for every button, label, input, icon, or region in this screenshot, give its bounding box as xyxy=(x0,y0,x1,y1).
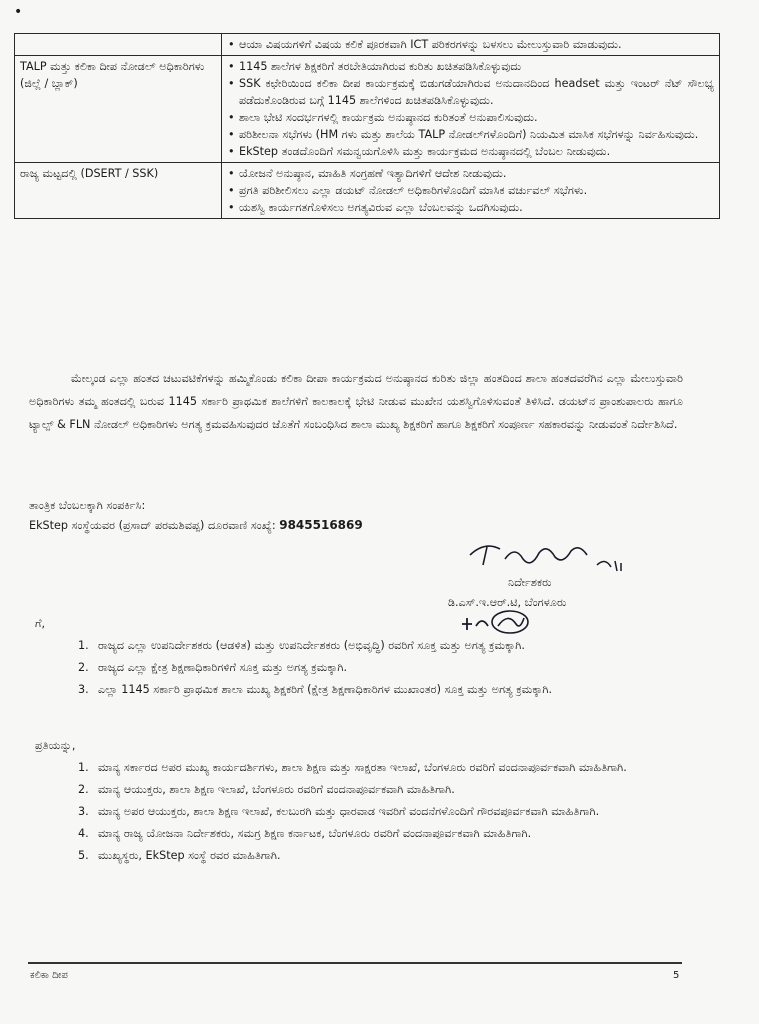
contact-heading: ತಾಂತ್ರಿಕ ಬೆಂಬಲಕ್ಕಾಗಿ ಸಂಪರ್ಕಿಸಿ: xyxy=(29,499,146,512)
list-item: • SSK ಕಛೇರಿಯಿಂದ ಕಲಿಕಾ ದೀಪ ಕಾರ್ಯಕ್ರಮಕ್ಕೆ ಬಿಡುಗಡೆಯಾಗಿರುವ ಅನುದಾನದಿಂದ headset ಮತ್ತು ಇಂಟರ್ ನೆಟ್ ಸೌಲಭ್ಯ ಪಡೆದುಕೊಂಡಿರುವ ಬಗ್ಗೆ 1145 ಶಾಲೆಗಳಿಂದ ಖಚಿತಪಡಿಸಿಕೊಳ್ಳುವುದು. xyxy=(227,75,714,109)
signatory-office: ಡಿ.ಎಸ್.ಇ.ಆರ್.ಟಿ, ಬೆಂಗಳೂರು xyxy=(448,596,567,609)
footer-title: ಕಲಿಕಾ ದೀಪ xyxy=(30,970,68,981)
list-item xyxy=(78,636,684,655)
responsibility-list xyxy=(227,58,714,160)
list-item xyxy=(78,758,684,777)
responsibility-cell xyxy=(222,56,720,163)
responsibility-table-body xyxy=(15,34,720,219)
list-number: 3. xyxy=(78,805,89,818)
list-number: 3. xyxy=(78,683,89,696)
list-item: • ಯಶಸ್ವಿ ಕಾರ್ಯಗತಗೊಳಿಸಲು ಅಗತ್ಯವಿರುವ ಎಲ್ಲಾ ಬೆಂಬಲವನ್ನು ಒದಗಿಸುವುದು. xyxy=(227,199,714,216)
list-item: • 1145 ಶಾಲೆಗಳ ಶಿಕ್ಷಕರಿಗೆ ತರಬೇತಿಯಾಗಿರುವ ಕುರಿತು ಖಚಿತಪಡಿಸಿಕೊಳ್ಳುವುದು xyxy=(227,58,714,75)
copy-recipients-list xyxy=(78,758,684,868)
responsible-party xyxy=(15,34,222,56)
list-item: • ಆಯಾ ವಿಷಯಗಳಿಗೆ ವಿಷಯ ಕಲಿಕೆ ಪೂರಕವಾಗಿ ICT ಪರಿಕರಗಳನ್ನು ಬಳಸಲು ಮೇಲುಸ್ತುವಾರಿ ಮಾಡುವುದು. xyxy=(227,36,714,53)
list-item: • ಪ್ರಗತಿ ಪರಿಶೀಲಿಸಲು ಎಲ್ಲಾ ಡಯಟ್ ನೋಡಲ್ ಅಧಿಕಾರಿಗಳೊಂದಿಗೆ ಮಾಸಿಕ ವರ್ಚುವಲ್ ಸಭೆಗಳು. xyxy=(227,182,714,199)
table-row xyxy=(15,56,720,163)
list-item xyxy=(78,780,684,799)
table-row xyxy=(15,34,720,56)
table-row xyxy=(15,163,720,219)
copy-label: ಪ್ರತಿಯನ್ನು, xyxy=(35,739,76,752)
contact-phone: 9845516869 xyxy=(279,518,363,532)
list-number: 2. xyxy=(78,661,89,674)
list-text: ಮುಖ್ಯಸ್ಥರು, EkStep ಸಂಸ್ಥೆ ರವರ ಮಾಹಿತಿಗಾಗಿ. xyxy=(98,849,281,862)
responsibility-cell xyxy=(222,163,720,219)
list-item xyxy=(78,680,684,699)
list-text: ಎಲ್ಲಾ 1145 ಸರ್ಕಾರಿ ಪ್ರಾಥಮಿಕ ಶಾಲಾ ಮುಖ್ಯ ಶಿಕ್ಷಕರಿಗೆ (ಕ್ಷೇತ್ರ ಶಿಕ್ಷಣಾಧಿಕಾರಿಗಳ ಮುಖಾಂತರ) ಸೂಕ್ತ ಮತ್ತು ಅಗತ್ಯ ಕ್ರಮಕ್ಕಾಗಿ. xyxy=(98,683,553,696)
list-text: ರಾಜ್ಯದ ಎಲ್ಲಾ ಕ್ಷೇತ್ರ ಶಿಕ್ಷಣಾಧಿಕಾರಿಗಳಿಗೆ ಸೂಕ್ತ ಮತ್ತು ಅಗತ್ಯ ಕ್ರಮಕ್ಕಾಗಿ. xyxy=(98,661,348,674)
responsibility-list xyxy=(227,165,714,216)
list-item xyxy=(78,802,684,821)
list-number: 2. xyxy=(78,783,89,796)
contact-text: EkStep ಸಂಸ್ಥೆಯವರ (ಪ್ರಸಾದ್ ಪರಮಶಿವಪ್ಪ) ದೂರವಾಣಿ ಸಂಖ್ಯೆ: xyxy=(29,519,276,532)
body-paragraph: ಮೇಲ್ಕಂಡ ಎಲ್ಲಾ ಹಂತದ ಚಟುವಟಿಕೆಗಳನ್ನು ಹಮ್ಮಿಕೊಂಡು ಕಲಿಕಾ ದೀಪಾ ಕಾರ್ಯಕ್ರಮದ ಅನುಷ್ಠಾನದ ಕುರಿತು ಜಿಲ್ಲಾ ಹಂತದಿಂದ ಶಾಲಾ ಹಂತದವರೆಗಿನ ಎಲ್ಲಾ ಮೇಲುಸ್ತುವಾರಿ ಅಧಿಕಾರಿಗಳು ತಮ್ಮ ಹಂತದಲ್ಲಿ ಬರುವ 1145 ಸರ್ಕಾರಿ ಪ್ರಾಥಮಿಕ ಶಾಲೆಗಳಿಗೆ ಕಾಲಕಾಲಕ್ಕೆ ಭೇಟಿ ನೀಡುವ ಮುಖೇನ ಯಶಸ್ವಿಗೊಳಿಸುವಂತೆ ತಿಳಿಸಿದೆ. ಡಯಟ್‌ನ ಪ್ರಾಂಶುಪಾಲರು ಹಾಗೂ ಟ್ಯಾಲ್ಪ್ & FLN ನೋಡಲ್ ಅಧಿಕಾರಿಗಳು ಅಗತ್ಯ ಕ್ರಮವಹಿಸುವುದರ ಜೊತೆಗೆ ಸಂಬಂಧಿಸಿದ ಶಾಲಾ ಮುಖ್ಯ ಶಿಕ್ಷಕರಿಗೆ ಹಾಗೂ ಶಿಕ್ಷಕರಿಗೆ ಸಂಪೂರ್ಣ ಸಹಕಾರವನ್ನು ನೀಡುವಂತೆ ನಿರ್ದೇಶಿಸಿದೆ. xyxy=(29,372,683,431)
list-item: • EkStep ತಂಡದೊಂದಿಗೆ ಸಮನ್ವಯಗೊಳಿಸಿ ಮತ್ತು ಕಾರ್ಯಕ್ರಮದ ಅನುಷ್ಠಾನದಲ್ಲಿ ಬೆಂಬಲ ನೀಡುವುದು. xyxy=(227,143,714,160)
initials-mark-icon xyxy=(458,608,538,636)
list-item xyxy=(78,846,684,865)
responsible-party: TALP ಮತ್ತು ಕಲಿಕಾ ದೀಪ ನೋಡಲ್ ಅಧಿಕಾರಿಗಳು (ಜಿಲ್ಲೆ / ಬ್ಲಾಕ್) xyxy=(15,56,222,163)
to-label: ಗೆ, xyxy=(35,617,46,630)
list-item: • ಶಾಲಾ ಭೇಟಿ ಸಂದರ್ಭಗಳಲ್ಲಿ ಕಾರ್ಯಕ್ರಮ ಅನುಷ್ಠಾನದ ಕುರಿತಂತೆ ಅನುಪಾಲಿಸುವುದು. xyxy=(227,109,714,126)
contact-line xyxy=(29,518,363,533)
recipients-list xyxy=(78,636,684,702)
list-number: 1. xyxy=(78,761,89,774)
responsibility-list xyxy=(227,36,714,53)
list-item: • ಪರಿಶೀಲನಾ ಸಭೆಗಳು (HM ಗಳು ಮತ್ತು ಶಾಲೆಯ TALP ನೋಡಲ್‌ಗಳೊಂದಿಗೆ) ನಿಯಮಿತ ಮಾಸಿಕ ಸಭೆಗಳನ್ನು ನಿರ್ವಹಿಸುವುದು. xyxy=(227,126,714,143)
list-number: 5. xyxy=(78,849,89,862)
list-text: ಮಾನ್ಯ ಆಯುಕ್ತರು, ಶಾಲಾ ಶಿಕ್ಷಣ ಇಲಾಖೆ, ಬೆಂಗಳೂರು ರವರಿಗೆ ವಂದನಾಪೂರ್ವಕವಾಗಿ ಮಾಹಿತಿಗಾಗಿ. xyxy=(98,783,455,796)
top-bullet-mark: • xyxy=(14,4,23,20)
responsibility-table xyxy=(14,33,720,219)
signature-icon xyxy=(465,535,645,583)
list-number: 1. xyxy=(78,639,89,652)
signatory-title: ನಿರ್ದೇಶಕರು xyxy=(508,576,552,589)
list-item xyxy=(78,824,684,843)
list-text: ಮಾನ್ಯ ಅಪರ ಆಯುಕ್ತರು, ಶಾಲಾ ಶಿಕ್ಷಣ ಇಲಾಖೆ, ಕಲಬುರಗಿ ಮತ್ತು ಧಾರವಾಡ ಇವರಿಗೆ ವಂದನೆಗಳೊಂದಿಗೆ ಗೌರವಪೂರ್ವಕವಾಗಿ ಮಾಹಿತಿಗಾಗಿ. xyxy=(98,805,600,818)
responsible-party: ರಾಜ್ಯ ಮಟ್ಟದಲ್ಲಿ (DSERT / SSK) xyxy=(15,163,222,219)
list-text: ಮಾನ್ಯ ಸರ್ಕಾರದ ಅಪರ ಮುಖ್ಯ ಕಾರ್ಯದರ್ಶಿಗಳು, ಶಾಲಾ ಶಿಕ್ಷಣ ಮತ್ತು ಸಾಕ್ಷರತಾ ಇಲಾಖೆ, ಬೆಂಗಳೂರು ರವರಿಗೆ ವಂದನಾಪೂರ್ವಕವಾಗಿ ಮಾಹಿತಿಗಾಗಿ. xyxy=(98,761,627,774)
list-text: ರಾಜ್ಯದ ಎಲ್ಲಾ ಉಪನಿರ್ದೇಶಕರು (ಆಡಳಿತ) ಮತ್ತು ಉಪನಿರ್ದೇಶಕರು (ಅಭಿವೃದ್ಧಿ) ರವರಿಗೆ ಸೂಕ್ತ ಮತ್ತು ಅಗತ್ಯ ಕ್ರಮಕ್ಕಾಗಿ. xyxy=(98,639,525,652)
footer-divider xyxy=(28,962,682,964)
list-item xyxy=(78,658,684,677)
list-text: ಮಾನ್ಯ ರಾಜ್ಯ ಯೋಜನಾ ನಿರ್ದೇಶಕರು, ಸಮಗ್ರ ಶಿಕ್ಷಣ ಕರ್ನಾಟಕ, ಬೆಂಗಳೂರು ರವರಿಗೆ ವಂದನಾಪೂರ್ವಕವಾಗಿ ಮಾಹಿತಿಗಾಗಿ. xyxy=(98,827,532,840)
responsibility-cell xyxy=(222,34,720,56)
list-number: 4. xyxy=(78,827,89,840)
page-number: 5 xyxy=(673,970,680,981)
list-item: • ಯೋಜನೆ ಅನುಷ್ಠಾನ, ಮಾಹಿತಿ ಸಂಗ್ರಹಣೆ ಇತ್ಯಾದಿಗಳಿಗೆ ಆದೇಶ ನೀಡುವುದು. xyxy=(227,165,714,182)
